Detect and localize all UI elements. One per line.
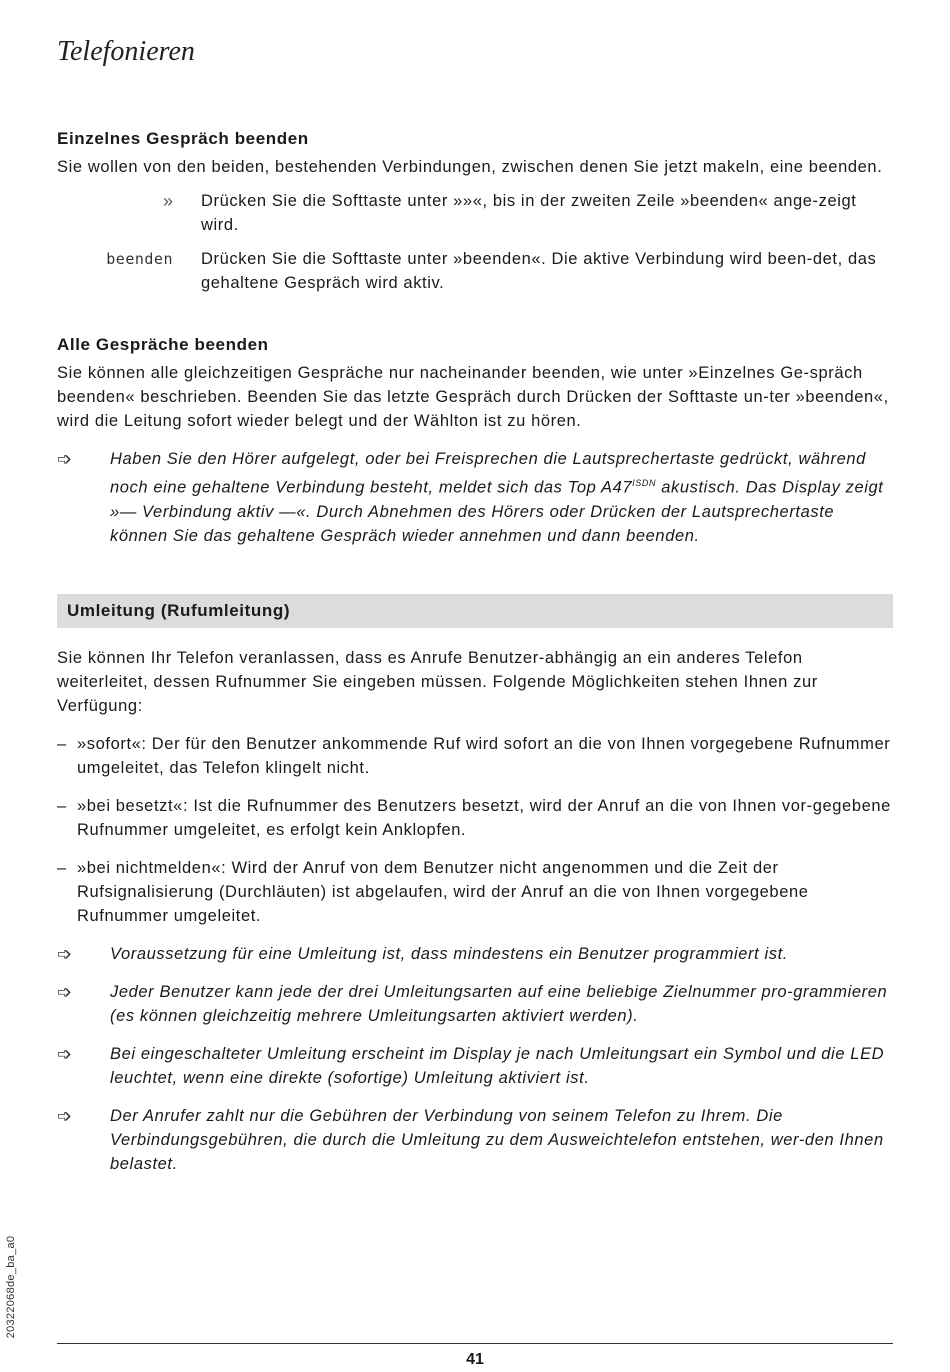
instruction-step bbox=[57, 247, 893, 295]
display-softkey-label: beenden bbox=[106, 250, 173, 268]
document-code: 20322068de_ba_a0 bbox=[5, 1235, 17, 1339]
list-item-text: »bei nichtmelden«: Wird der Anruf von dem Benutzer nicht angenommen und die Zeit der Rufsignalisierung (Durchläuten) ist abgelaufen, wird der Anruf an die von Ihnen vorgegebene Rufnummer umgeleitet. bbox=[77, 858, 809, 925]
page-content bbox=[57, 127, 893, 1176]
list-item bbox=[57, 794, 893, 842]
section-heading-end-all-calls: Alle Gespräche beenden bbox=[57, 335, 269, 354]
note-item bbox=[57, 980, 893, 1028]
section-intro: Sie können Ihr Telefon veranlassen, dass es Anrufe Benutzer-abhängig an ein anderes Telefon weiterleitet, dessen Rufnummer Sie eingeben müssen. Folgende Möglichkeiten stehen Ihnen zur Verfügung: bbox=[57, 648, 818, 715]
footer-divider bbox=[57, 1343, 893, 1344]
instruction-text: Drücken Sie die Softtaste unter »»«, bis in der zweiten Zeile »beenden« ange-zeigt wird. bbox=[201, 192, 857, 234]
instruction-text: Drücken Sie die Softtaste unter »beenden«. Die aktive Verbindung wird been-det, das gehaltene Gespräch wird aktiv. bbox=[201, 250, 877, 292]
page-header-title: Telefonieren bbox=[57, 36, 195, 67]
dash-bullet: – bbox=[57, 858, 67, 877]
note-text: Voraussetzung für eine Umleitung ist, dass mindestens ein Benutzer programmiert ist. bbox=[110, 944, 788, 963]
arrow-right-hollow-icon: ➩ bbox=[57, 449, 73, 469]
arrow-right-hollow-icon: ➩ bbox=[57, 943, 73, 964]
dash-bullet: – bbox=[57, 734, 67, 753]
double-chevron-softkey-icon: » bbox=[162, 191, 173, 211]
note-text: Jeder Benutzer kann jede der drei Umleitungsarten auf eine beliebige Zielnummer pro-grammieren (es können gleichzeitig mehrere Umleitungsarten aktiviert werden). bbox=[110, 982, 888, 1025]
list-item bbox=[57, 732, 893, 780]
note-item bbox=[57, 1104, 893, 1176]
list-item bbox=[57, 856, 893, 928]
section-intro: Sie können alle gleichzeitigen Gespräche nur nacheinander beenden, wie unter »Einzelnes Ge-spräch beenden« beschrieben. Beenden Sie das letzte Gespräch durch Drücken der Softtaste un-ter »beenden«, wird die Leitung sofort wieder belegt und der Wählton ist zu hören. bbox=[57, 364, 889, 430]
note-item bbox=[57, 942, 893, 966]
page-number: 41 bbox=[466, 1351, 484, 1368]
note-item bbox=[57, 447, 893, 548]
arrow-right-hollow-icon: ➩ bbox=[57, 1105, 73, 1126]
list-item-text: »sofort«: Der für den Benutzer ankommende Ruf wird sofort an die von Ihnen vorgegebene Rufnummer umgeleitet, das Telefon klingelt nicht. bbox=[77, 734, 891, 777]
note-text: Haben Sie den Hörer aufgelegt, oder bei Freisprechen die Lautsprechertaste gedrückt, während noch eine gehaltene Verbindung besteht, meldet sich das Top $A47^{ISDN}$ akustisch. Das Display zeigt »— Verbindung aktiv —«. Durch Abnehmen des Hörers oder Drücken der Lautsprechertaste können Sie das gehaltene Gespräch wieder annehmen und dann beenden. bbox=[110, 450, 884, 545]
note-text: Bei eingeschalteter Umleitung erscheint im Display je nach Umleitungsart ein Symbol und die LED leuchtet, wenn eine direkte (sofortige) Umleitung aktiviert ist. bbox=[110, 1044, 885, 1087]
list-item-text: »bei besetzt«: Ist die Rufnummer des Benutzers besetzt, wird der Anruf an die von Ihnen vor-gegebene Rufnummer umgeleitet, es erfolgt kein Anklopfen. bbox=[77, 796, 891, 839]
instruction-step bbox=[57, 189, 893, 237]
note-text: Der Anrufer zahlt nur die Gebühren der Verbindung von seinem Telefon zu Ihrem. Die Verbindungsgebühren, die durch die Umleitung zu dem Ausweichtelefon entstehen, wer-den Ihnen belastet. bbox=[110, 1106, 884, 1173]
superscript-isdn: ISDN bbox=[632, 478, 657, 488]
section-intro: Sie wollen von den beiden, bestehenden Verbindungen, zwischen denen Sie jetzt makeln, eine beenden. bbox=[57, 158, 883, 176]
section-heading-end-single-call: Einzelnes Gespräch beenden bbox=[57, 129, 309, 148]
section-banner-forwarding: Umleitung (Rufumleitung) bbox=[57, 594, 893, 628]
arrow-right-hollow-icon: ➩ bbox=[57, 981, 73, 1002]
arrow-right-hollow-icon: ➩ bbox=[57, 1043, 73, 1064]
dash-bullet: – bbox=[57, 796, 67, 815]
note-item bbox=[57, 1042, 893, 1090]
